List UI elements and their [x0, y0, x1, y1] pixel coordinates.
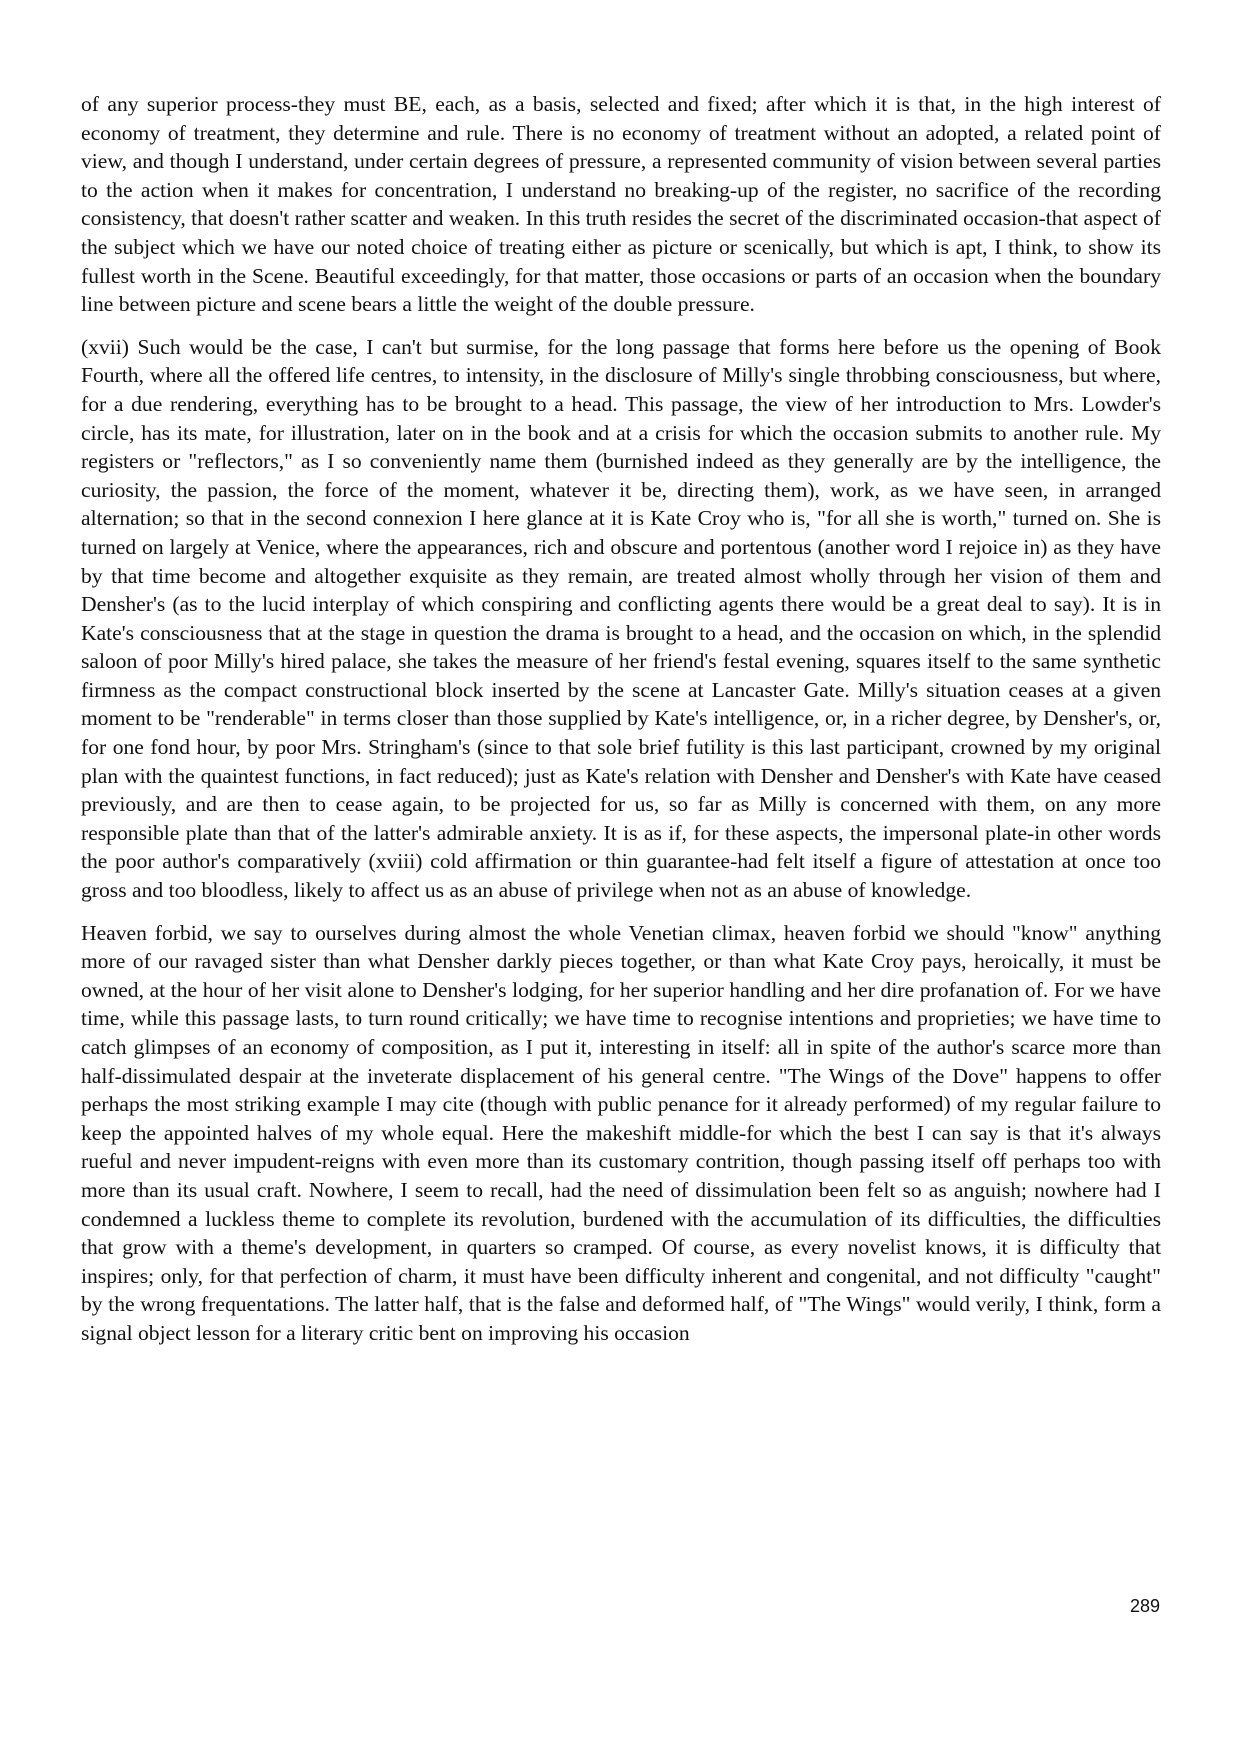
paragraph-3: Heaven forbid, we say to ourselves during almost the whole Venetian climax, heaven forbid we should "know" anything more of our ravaged sister than what Densher darkly pieces together, or than what Kate Croy pays, heroically, it must be owned, at the hour of her visit alone to Densher's lodging, for her superior handling and her dire profanation of. For we have time, while this passage lasts, to turn round critically; we have time to recognise intentions and proprieties; we have time to catch glimpses of an economy of composition, as I put it, interesting in itself: all in spite of the author's scarce more than half-dissimulated despair at the inveterate displacement of his general centre. "The Wings of the Dove" happens to offer perhaps the most striking example I may cite (though with public penance for it already performed) of my regular failure to keep the appointed halves of my whole equal. Here the makeshift middle-for which the best I can say is that it's always rueful and never impudent-reigns with even more than its customary contrition, though passing itself off perhaps too with more than its usual craft. Nowhere, I seem to recall, had the need of dissimulation been felt so as anguish; nowhere had I condemned a luckless theme to complete its revolution, burdened with the accumulation of its difficulties, the difficulties that grow with a theme's development, in quarters so cramped. Of course, as every novelist knows, it is difficulty that inspires; only, for that perfection of charm, it must have been difficulty inherent and congenital, and not difficulty "caught" by the wrong frequentations. The latter half, that is the false and deformed half, of "The Wings" would verily, I think, form a signal object lesson for a literary critic bent on improving his occasion	[81, 920, 1161, 1345]
document-page	[81, 90, 1161, 1362]
paragraph-1: of any superior process-they must BE, each, as a basis, selected and fixed; after which it is that, in the high interest of economy of treatment, they determine and rule. There is no economy of treatment without an adopted, a related point of view, and though I understand, under certain degrees of pressure, a represented community of vision between several parties to the action when it makes for concentration, I understand no breaking-up of the register, no sacrifice of the recording consistency, that doesn't rather scatter and weaken. In this truth resides the secret of the discriminated occasion-that aspect of the subject which we have our noted choice of treating either as picture or scenically, but which is apt, I think, to show its fullest worth in the Scene. Beautiful exceedingly, for that matter, those occasions or parts of an occasion when the boundary line between picture and scene bears a little the weight of the double pressure.	[81, 92, 1161, 317]
page-number: 289	[1129, 1596, 1160, 1616]
paragraph-2: (xvii) Such would be the case, I can't but surmise, for the long passage that forms here before us the opening of Book Fourth, where all the offered life centres, to intensity, in the disclosure of Milly's single throbbing consciousness, but where, for a due rendering, everything has to be brought to a head. This passage, the view of her introduction to Mrs. Lowder's circle, has its mate, for illustration, later on in the book and at a crisis for which the occasion submits to another rule. My registers or "reflectors," as I so conveniently name them (burnished indeed as they generally are by the intelligence, the curiosity, the passion, the force of the moment, whatever it be, directing them), work, as we have seen, in arranged alternation; so that in the second connexion I here glance at it is Kate Croy who is, "for all she is worth," turned on. She is turned on largely at Venice, where the appearances, rich and obscure and portentous (another word I rejoice in) as they have by that time become and altogether exquisite as they remain, are treated almost wholly through her vision of them and Densher's (as to the lucid interplay of which conspiring and conflicting agents there would be a great deal to say). It is in Kate's consciousness that at the stage in question the drama is brought to a head, and the occasion on which, in the splendid saloon of poor Milly's hired palace, she takes the measure of her friend's festal evening, squares itself to the same synthetic firmness as the compact constructional block inserted by the scene at Lancaster Gate. Milly's situation ceases at a given moment to be "renderable" in terms closer than those supplied by Kate's intelligence, or, in a richer degree, by Densher's, or, for one fond hour, by poor Mrs. Stringham's (since to that sole brief futility is this last participant, crowned by my original plan with the quaintest functions, in fact reduced); just as Kate's relation with Densher and Densher's with Kate have ceased previously, and are then to cease again, to be projected for us, so far as Milly is concerned with them, on any more responsible plate than that of the latter's admirable anxiety. It is as if, for these aspects, the impersonal plate-in other words the poor author's comparatively (xviii) cold affirmation or thin guarantee-had felt itself a figure of attestation at once too gross and too bloodless, likely to affect us as an abuse of privilege when not as an abuse of knowledge.	[81, 334, 1161, 903]
